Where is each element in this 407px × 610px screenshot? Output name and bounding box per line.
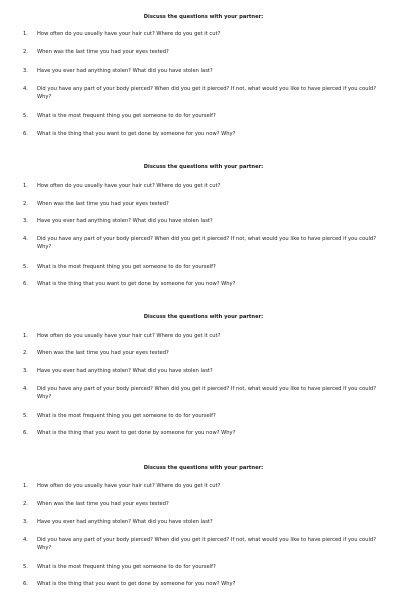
question-text: How often do you usually have your hair cut? Where do you get it cut? xyxy=(37,483,221,489)
question-number: 2. xyxy=(23,501,28,507)
section-title: Discuss the questions with your partner: xyxy=(143,164,264,170)
question-number: 4. xyxy=(23,236,28,242)
section-title: Discuss the questions with your partner: xyxy=(143,14,264,20)
question-number: 6. xyxy=(23,131,28,137)
question-text: What is the most frequent thing you get someone to do for yourself? xyxy=(37,264,216,270)
question-text: Have you ever had anything stolen? What did you have stolen last? xyxy=(37,218,213,224)
question-text: Did you have any part of your body pierced? When did you get it pierced? If not, what would you like to have pierced if you could? Why? xyxy=(37,236,376,250)
question-number: 2. xyxy=(23,201,28,207)
question-text: When was the last time you had your eyes tested? xyxy=(37,501,169,507)
question-text: What is the most frequent thing you get someone to do for yourself? xyxy=(37,564,216,570)
question-text: Have you ever had anything stolen? What did you have stolen last? xyxy=(37,368,213,374)
question-text: What is the thing that you want to get done by someone for you now? Why? xyxy=(37,430,236,436)
question-text: Did you have any part of your body pierced? When did you get it pierced? If not, what would you like to have pierced if you could? Why? xyxy=(37,86,376,100)
question-text: What is the thing that you want to get done by someone for you now? Why? xyxy=(37,131,236,137)
question-number: 2. xyxy=(23,49,28,55)
question-number: 2. xyxy=(23,350,28,356)
question-number: 1. xyxy=(23,333,28,339)
question-number: 5. xyxy=(23,413,28,419)
question-number: 1. xyxy=(23,31,28,37)
question-number: 4. xyxy=(23,386,28,392)
question-number: 6. xyxy=(23,430,28,436)
question-text: What is the thing that you want to get done by someone for you now? Why? xyxy=(37,581,236,587)
question-number: 3. xyxy=(23,68,28,74)
question-number: 4. xyxy=(23,537,28,543)
question-text: When was the last time you had your eyes tested? xyxy=(37,49,169,55)
question-text: What is the most frequent thing you get someone to do for yourself? xyxy=(37,413,216,419)
question-number: 3. xyxy=(23,368,28,374)
question-text: Did you have any part of your body pierced? When did you get it pierced? If not, what would you like to have pierced if you could? Why? xyxy=(37,537,376,551)
question-text: How often do you usually have your hair cut? Where do you get it cut? xyxy=(37,183,221,189)
section-title: Discuss the questions with your partner: xyxy=(143,465,264,471)
question-text: When was the last time you had your eyes tested? xyxy=(37,350,169,356)
question-number: 5. xyxy=(23,264,28,270)
question-number: 1. xyxy=(23,483,28,489)
question-text: Have you ever had anything stolen? What did you have stolen last? xyxy=(37,68,213,74)
question-text: What is the thing that you want to get done by someone for you now? Why? xyxy=(37,281,236,287)
question-text: What is the most frequent thing you get someone to do for yourself? xyxy=(37,113,216,119)
question-text: When was the last time you had your eyes tested? xyxy=(37,201,169,207)
question-number: 3. xyxy=(23,218,28,224)
question-number: 6. xyxy=(23,581,28,587)
question-number: 5. xyxy=(23,113,28,119)
question-text: How often do you usually have your hair cut? Where do you get it cut? xyxy=(37,31,221,37)
question-text: How often do you usually have your hair cut? Where do you get it cut? xyxy=(37,333,221,339)
question-number: 3. xyxy=(23,519,28,525)
section-title: Discuss the questions with your partner: xyxy=(143,314,264,320)
question-number: 6. xyxy=(23,281,28,287)
question-number: 1. xyxy=(23,183,28,189)
question-text: Have you ever had anything stolen? What did you have stolen last? xyxy=(37,519,213,525)
question-number: 4. xyxy=(23,86,28,92)
question-number: 5. xyxy=(23,564,28,570)
question-text: Did you have any part of your body pierced? When did you get it pierced? If not, what would you like to have pierced if you could? Why? xyxy=(37,386,376,400)
